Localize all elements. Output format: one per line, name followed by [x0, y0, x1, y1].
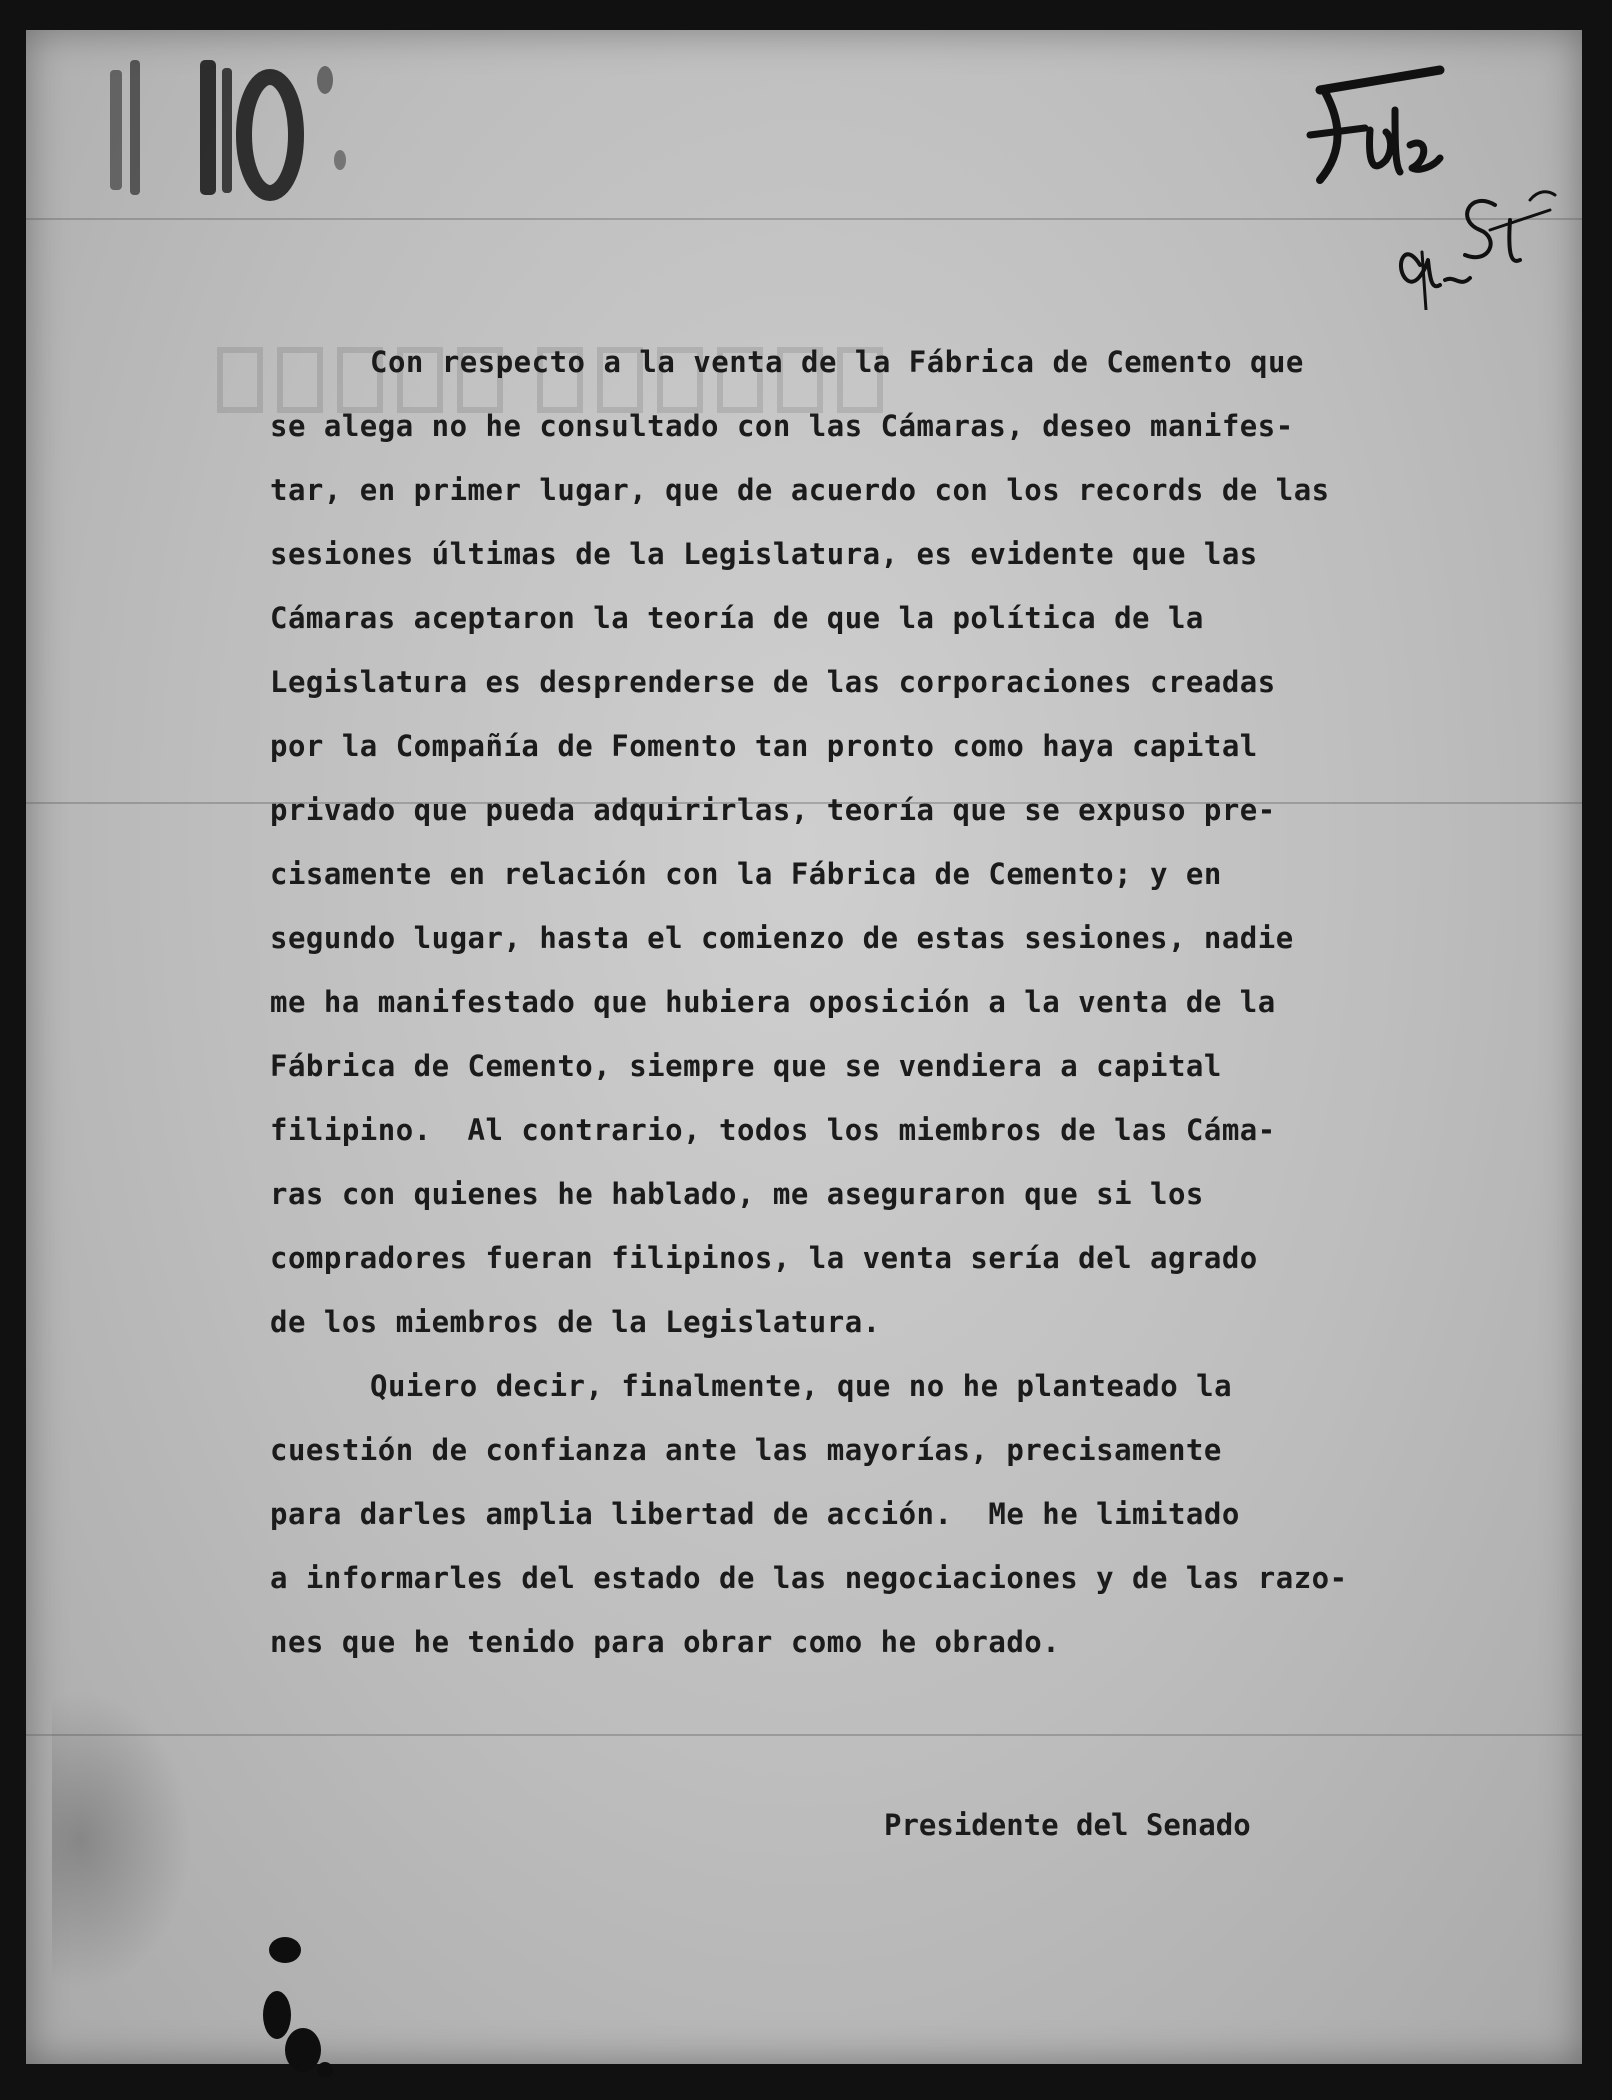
text-line: Cámaras aceptaron la teoría de que la política de la [270, 601, 1204, 635]
text-line: Legislatura es desprenderse de las corporaciones creadas [270, 665, 1276, 699]
text-line: cuestión de confianza ante las mayorías, precisamente [270, 1433, 1222, 1467]
text-line: segundo lugar, hasta el comienzo de estas sesiones, nadie [270, 921, 1294, 955]
edge-smudge [52, 1690, 192, 1990]
text-line: Con respecto a la venta de la Fábrica de Cemento que [370, 345, 1304, 379]
ink-blot [255, 1930, 335, 2080]
text-line: Quiero decir, finalmente, que no he planteado la [370, 1369, 1233, 1403]
text-line: tar, en primer lugar, que de acuerdo con los records de las [270, 473, 1330, 507]
fold-line [26, 1734, 1582, 1736]
handwritten-note [1190, 40, 1580, 310]
signature-title: Presidente del Senado [884, 1808, 1251, 1842]
text-line: privado que pueda adquirirlas, teoría que se expuso pre- [270, 793, 1276, 827]
text-line: nes que he tenido para obrar como he obrado. [270, 1625, 1061, 1659]
text-line: Fábrica de Cemento, siempre que se vendiera a capital [270, 1049, 1222, 1083]
text-line: para darles amplia libertad de acción. Me he limitado [270, 1497, 1240, 1531]
text-line: se alega no he consultado con las Cámaras, deseo manifes- [270, 409, 1294, 443]
text-line: filipino. Al contrario, todos los miembros de las Cáma- [270, 1113, 1276, 1147]
text-line: por la Compañía de Fomento tan pronto como haya capital [270, 729, 1258, 763]
text-line: cisamente en relación con la Fábrica de Cemento; y en [270, 857, 1222, 891]
page-number-stamp [90, 40, 350, 210]
text-line: compradores fueran filipinos, la venta sería del agrado [270, 1241, 1258, 1275]
text-line: me ha manifestado que hubiera oposición a la venta de la [270, 985, 1276, 1019]
text-line: de los miembros de la Legislatura. [270, 1305, 881, 1339]
paragraph-2 [270, 1354, 1470, 1674]
text-line: sesiones últimas de la Legislatura, es evidente que las [270, 537, 1258, 571]
letter-body [270, 330, 1470, 1674]
text-line: a informarles del estado de las negociaciones y de las razo- [270, 1561, 1348, 1595]
text-line: ras con quienes he hablado, me aseguraron que si los [270, 1177, 1204, 1211]
paragraph-1 [270, 330, 1470, 1354]
